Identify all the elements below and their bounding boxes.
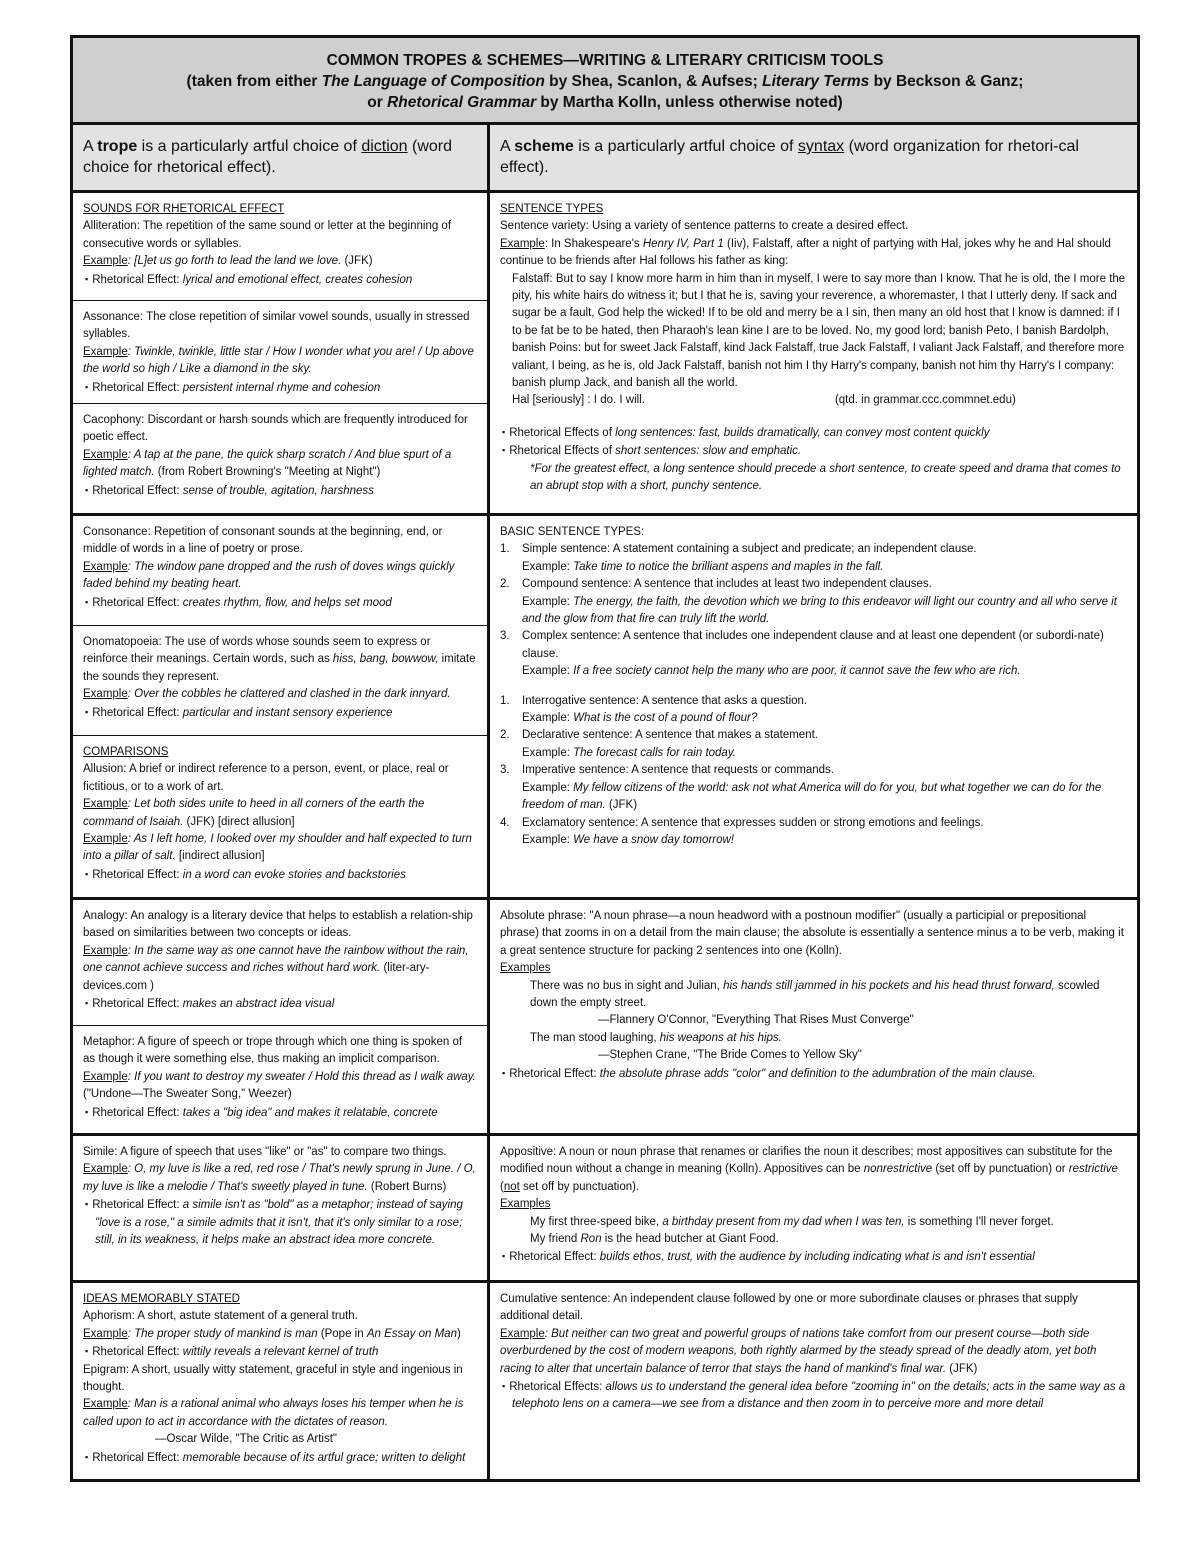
scheme-definition: A scheme is a particularly artful choice of syntax (word organization for rhetori-cal effect). (500, 138, 1079, 176)
absolute-phrase-definition: Absolute phrase: "A noun phrase—a noun headword with a postnoun modifier" (usually a participial or prepositional phrase) that zooms in on a detail from the main clause; the absolute is essentially a sentence minus a to be verb, making it a great sentence structure for packing 2 sentences into one (Kolln). (500, 910, 1124, 957)
absolute-example-1: There was no bus in sight and Julian, his hands still jammed in his pockets and his head thrust forward, scowled down the empty street. (530, 979, 1100, 1010)
alliteration-example: Example: [L]et us go forth to lead the land we love. (JFK) (83, 255, 373, 268)
epigram-source: —Oscar Wilde, "The Critic as Artist" (155, 1433, 337, 1446)
basic-sentence-types-heading: BASIC SENTENCE TYPES: (500, 526, 645, 538)
appositive-cell (490, 1136, 1137, 1283)
appositive-example-2: My friend Ron is the head butcher at Giant Food. (530, 1233, 779, 1246)
section-heading-comparisons: COMPARISONS (83, 746, 169, 758)
allusion-example-indirect: Example: As I left home, I looked over my shoulder and half expected to turn into a pillar of salt. [indirect allusion] (83, 833, 472, 863)
appositive-example-1: My first three-speed bike, a birthday present from my dad when I was ten, is something I'll never forget. (530, 1215, 1054, 1228)
trope-definition-cell (73, 125, 490, 193)
consonance-column (73, 516, 490, 900)
onomatopoeia-definition: Onomatopoeia: The use of words whose sounds seem to express or reinforce their meanings. Certain words, such as hiss, bang, bowwow, imitate the sounds they represent. (83, 636, 476, 683)
scheme-definition-cell (490, 125, 1137, 193)
cumulative-sentence-definition: Cumulative sentence: An independent clause followed by one or more subordinate clauses or phrases that supply additional detail. (500, 1293, 1078, 1323)
appositive-examples-label: Examples (500, 1198, 551, 1211)
epigram-example: Example: Man is a rational animal who always loses his temper when he is called upon to act in accordance with the dictates of reason. (83, 1398, 464, 1428)
metaphor-definition: Metaphor: A figure of speech or trope through which one thing is spoken of as though it were something else, thus making an implicit comparison. (83, 1036, 463, 1066)
appositive-effect: ▪ Rhetorical Effect: builds ethos, trust, with the audience by including indicating what is and isn't essential (500, 1248, 1127, 1266)
source-note-line-1: (taken from either The Language of Composition by Shea, Scanlon, & Aufses; Literary Terms by Beckson & Ganz; (186, 73, 1024, 90)
sentence-variety-definition: Sentence variety: Using a variety of sentence patterns to create a desired effect. (500, 220, 909, 233)
alliteration-effect: ▪ Rhetorical Effect: lyrical and emotional effect, creates cohesion (83, 271, 477, 289)
sentence-variety-example: Example: In Shakespeare's Henry IV, Part 1 (Iiv), Falstaff, after a night of partying with Hal, jokes why he and Hal should continue to be friends after Hal follows his father as king: (500, 237, 1111, 268)
analogy-definition: Analogy: An analogy is a literary device that helps to establish a relation-ship based on similarities between two concepts or ideas. (83, 910, 473, 940)
source-note-line-2: or Rhetorical Grammar by Martha Kolln, unless otherwise noted) (367, 94, 843, 111)
simile-definition: Simile: A figure of speech that uses "like" or "as" to compare two things. (83, 1146, 447, 1158)
allusion-example-direct: Example: Let both sides unite to heed in all corners of the earth the command of Isaiah. (JFK) [direct allusion] (83, 798, 425, 828)
onomatopoeia-effect: ▪ Rhetorical Effect: particular and instant sensory experience (83, 704, 477, 722)
consonance-example: Example: The window pane dropped and the rush of doves wings quickly faded behind my beating heart. (83, 560, 455, 591)
analogy-cell (73, 900, 487, 1026)
onomatopoeia-cell (73, 626, 487, 736)
trope-definition: A trope is a particularly artful choice of diction (word choice for rhetorical effect). (83, 138, 453, 176)
absolute-example-2: The man stood laughing, his weapons at his hips. (530, 1031, 782, 1044)
imperative-sentence: 3. Imperative sentence: A sentence that requests or commands. Example: My fellow citizens of the world: ask not what America will do for you, but what together we can do for the freedom of man. (JFK) (500, 764, 1102, 812)
simile-cell (73, 1136, 490, 1283)
analogy-metaphor-column (73, 900, 490, 1136)
sounds-column (73, 193, 490, 516)
allusion-cell (73, 736, 487, 897)
allusion-effect: ▪ Rhetorical Effect: in a word can evoke stories and backstories (83, 866, 477, 884)
onomatopoeia-example: Example: Over the cobbles he clattered and clashed in the dark innyard. (83, 688, 451, 701)
compound-sentence: 2. Compound sentence: A sentence that includes at least two independent clauses. Example: The energy, the faith, the devotion which we bring to this endeavor will light our country and all who serve it and the glow from that fire can truly lift the world. (500, 578, 1117, 626)
simile-example: Example: O, my luve is like a red, red rose / That's newly sprung in June. / O, my luve is like a melodie / That's sweetly played in tune. (Robert Burns) (83, 1163, 476, 1193)
table-header (73, 38, 1137, 125)
cumulative-sentence-effect: ▪ Rhetorical Effects: allows us to understand the general idea before "zooming in" on the details; acts in the same way as a telephoto lens on a camera—we see from a distance and then zoom in to perceive more and more detail (500, 1378, 1127, 1414)
allusion-definition: Allusion: A brief or indirect reference to a person, event, or place, real or fictitious, or to a work of art. (83, 763, 449, 793)
greatest-effect-note: *For the greatest effect, a long sentence should precede a short sentence, to create speed and drama that comes to an abrupt stop with a short, punchy sentence. (530, 462, 1121, 493)
ideas-memorably-stated-cell (73, 1283, 490, 1479)
absolute-examples-label: Examples (500, 962, 551, 975)
interrogative-sentence: 1. Interrogative sentence: A sentence that asks a question. Example: What is the cost of a pound of flour? (500, 694, 808, 725)
cacophony-cell (73, 404, 487, 513)
appositive-definition: Appositive: A noun or noun phrase that renames or clarifies the noun it describes; most appositives can substitute for the modified noun without a change in meaning (Kolln). Appositives can be nonrestrictive (set off by punctuation) or restrictive (not set off by punctuation). (500, 1146, 1118, 1193)
aphorism-example: Example: The proper study of mankind is man (Pope in An Essay on Man) (83, 1327, 461, 1340)
complex-sentence: 3. Complex sentence: A sentence that includes one independent clause and at least one dependent (or subordi-nate) clause. Example: If a free society cannot help the many who are poor, it cannot save the few who are rich. (500, 630, 1104, 678)
metaphor-effect: ▪ Rhetorical Effect: takes a "big idea" and makes it relatable, concrete (83, 1104, 477, 1122)
analogy-effect: ▪ Rhetorical Effect: makes an abstract idea visual (83, 995, 477, 1013)
section-heading-sounds: SOUNDS FOR RHETORICAL EFFECT (83, 203, 285, 215)
alliteration-definition: Alliteration: The repetition of the same sound or letter at the beginning of consecutive words or syllables. (83, 220, 452, 250)
absolute-phrase-effect: ▪ Rhetorical Effect: the absolute phrase adds "color" and definition to the adumbration of the main clause. (500, 1065, 1127, 1083)
metaphor-cell (73, 1026, 487, 1133)
assonance-effect: ▪ Rhetorical Effect: persistent internal rhyme and cohesion (83, 379, 477, 397)
falstaff-quote: Falstaff: But to say I know more harm in him than in myself, I were to say more than I know. That he is old, the I more the pity, his white hairs do witness it; but I that he is, saving your reverence, a whoremaster, I that I utterly deny. If sack and sugar be a fault, God help the wicked! If to be old and merry be a I sin, then many an old host that I know is damned: if I to be fat be to be hated, then Pharaoh's lean kine I are to be loved. No, my good lord; banish Peto, I banish Bardolph, banish Poins: but for sweet Jack Falstaff, kind Jack Falstaff, true Jack Falstaff, I valiant Jack Falstaff, and therefore more valiant, I being, as he is, old Jack Falstaff, banish not him I thy Harry's company, banish not him thy Harry's I company: banish plump Jack, and banish all the world. (512, 272, 1126, 390)
cumulative-sentence-cell (490, 1283, 1137, 1479)
consonance-effect: ▪ Rhetorical Effect: creates rhythm, flow, and helps set mood (83, 594, 477, 612)
simple-sentence: 1. Simple sentence: A statement containing a subject and predicate; an independent clause. Example: Take time to notice the brilliant aspens and maples in the fall. (500, 543, 977, 573)
long-sentence-effect: ▪ Rhetorical Effects of long sentences: fast, builds dramatically, can convey most content quickly (500, 424, 1127, 442)
hal-reply: Hal [seriously] : I do. I will. (qtd. in grammar.ccc.commnet.edu) (512, 394, 1016, 407)
assonance-definition: Assonance: The close repetition of similar vowel sounds, usually in stressed syllables. (83, 311, 470, 341)
epigram-effect: ▪ Rhetorical Effect: memorable because of its artful grace; written to delight (83, 1449, 477, 1467)
absolute-example-2-source: —Stephen Crane, "The Bride Comes to Yellow Sky" (598, 1049, 862, 1062)
aphorism-effect: ▪ Rhetorical Effect: wittily reveals a relevant kernel of truth (83, 1343, 477, 1361)
tropes-schemes-table (70, 35, 1140, 1482)
page-title: COMMON TROPES & SCHEMES—WRITING & LITERARY CRITICISM TOOLS (326, 52, 884, 69)
absolute-example-1-source: —Flannery O'Connor, "Everything That Rises Must Converge" (598, 1014, 914, 1027)
section-heading-ideas: IDEAS MEMORABLY STATED (83, 1293, 240, 1305)
sentence-types-cell (490, 193, 1137, 516)
aphorism-definition: Aphorism: A short, astute statement of a general truth. (83, 1310, 358, 1323)
cacophony-example: Example: A tap at the pane, the quick sharp scratch / And blue spurt of a lighted match. (from Robert Browning's "Meeting at Night") (83, 448, 452, 479)
declarative-sentence: 2. Declarative sentence: A sentence that makes a statement. Example: The forecast calls for rain today. (500, 729, 818, 759)
consonance-definition: Consonance: Repetition of consonant sounds at the beginning, end, or middle of words in a line of poetry or prose. (83, 526, 443, 556)
basic-sentence-types-cell (490, 516, 1137, 900)
exclamatory-sentence: 4. Exclamatory sentence: A sentence that expresses sudden or strong emotions and feelings. Example: We have a snow day tomorrow! (500, 816, 984, 846)
analogy-example: Example: In the same way as one cannot have the rainbow without the rain, one cannot achieve success and riches without hard work. (liter-ary-devices.com ) (83, 944, 469, 992)
short-sentence-effect: ▪ Rhetorical Effects of short sentences: slow and emphatic. (500, 442, 1127, 460)
assonance-cell (73, 301, 487, 404)
consonance-cell (73, 516, 487, 626)
simile-effect: ▪ Rhetorical Effect: a simile isn't as "bold" as a metaphor; instead of saying "love is a rose," a simile admits that it isn't, that it's only similar to a rose; still, in its weakness, it helps make an abstract idea more concrete. (83, 1196, 477, 1249)
cumulative-sentence-example: Example: But neither can two great and powerful groups of nations take comfort from our present course—both side overburdened by the cost of modern weapons, both rightly alarmed by the steady spread of the deadly atom, yet both racing to alter that uncertain balance of terror that stays the hand of mankind's final war. (JFK) (500, 1327, 1097, 1375)
alliteration-cell (73, 193, 487, 301)
absolute-phrase-cell (490, 900, 1137, 1136)
assonance-example: Example: Twinkle, twinkle, little star / How I wonder what you are! / Up above the world so high / Like a diamond in the sky. (83, 345, 474, 376)
epigram-definition: Epigram: A short, usually witty statement, graceful in style and ingenious in thought. (83, 1363, 463, 1394)
cacophony-definition: Cacophony: Discordant or harsh sounds which are frequently introduced for poetic effect. (83, 414, 468, 444)
section-heading-sentence-types: SENTENCE TYPES (500, 203, 604, 215)
cacophony-effect: ▪ Rhetorical Effect: sense of trouble, agitation, harshness (83, 482, 477, 500)
metaphor-example: Example: If you want to destroy my sweater / Hold this thread as I walk away. ("Undone—The Sweater Song," Weezer) (83, 1070, 476, 1101)
